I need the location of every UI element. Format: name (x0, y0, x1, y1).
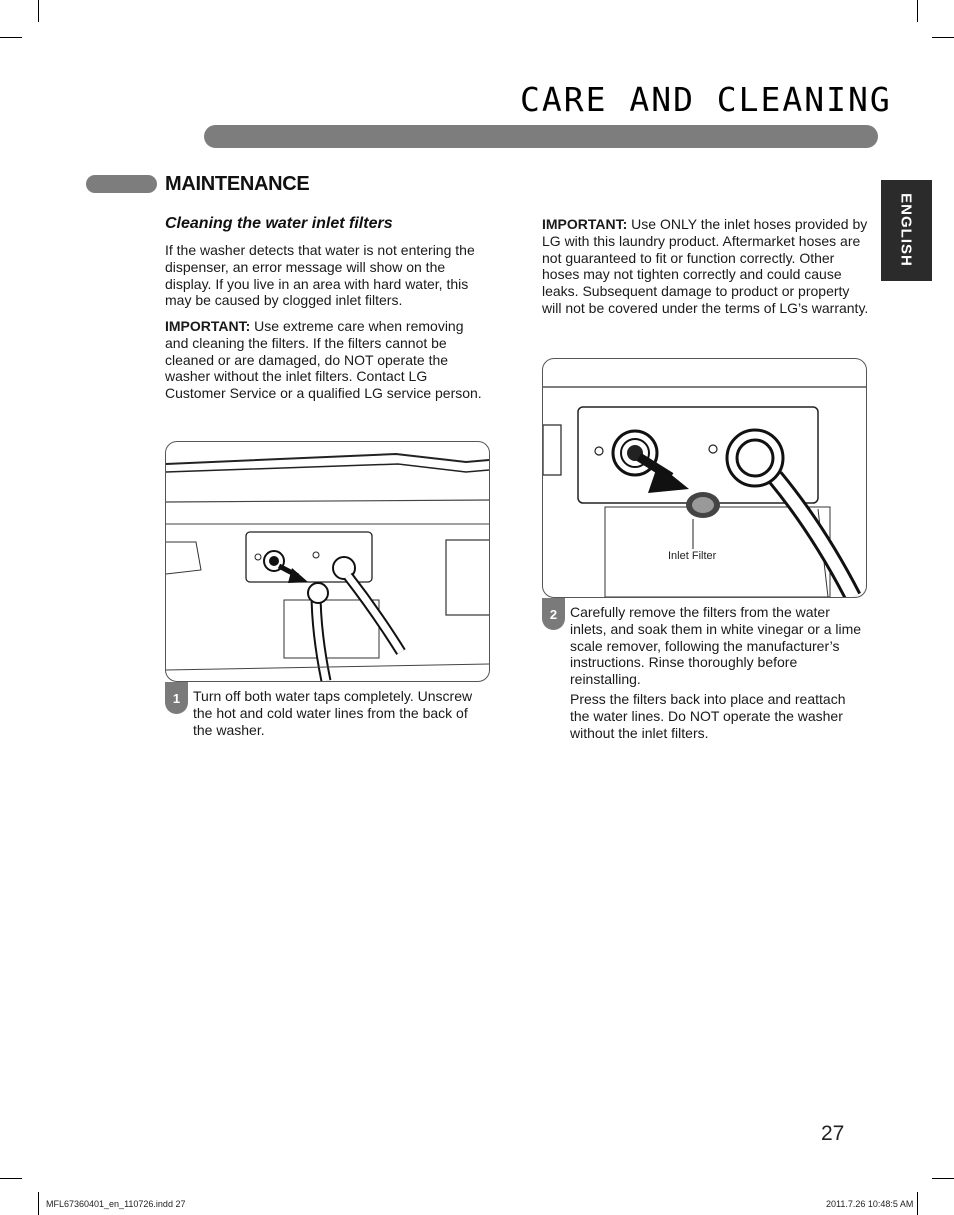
inlet-filter-callout: Inlet Filter (668, 550, 717, 562)
step-badge-2: 2 (542, 598, 565, 630)
important-text: Use extreme care when removing and cleaning the filters. If the filters cannot be cleaned or are damaged, do NOT operate the washer without the inlet filters. Contact LG Customer Service or a qualified LG service person. (165, 318, 482, 402)
crop-mark (932, 37, 954, 38)
step-2-text-continued: Press the filters back into place and reattach the water lines. Do NOT operate the washer without the inlet filters. (570, 691, 846, 741)
crop-mark (917, 0, 918, 22)
print-slug-right: 2011.7.26 10:48:5 AM (826, 1199, 914, 1209)
washer-back-illustration (166, 442, 489, 681)
important-note-left (165, 318, 490, 402)
important-text: Use ONLY the inlet hoses provided by LG with this laundry product. Aftermarket hoses are not guaranteed to fit or function correctly. Other hoses may not tighten correctly and could cause leaks. Subsequent damage to product or property will not be covered under the terms of LG’s warranty. (542, 216, 869, 316)
language-tab (881, 180, 932, 281)
step-1-text: Turn off both water taps completely. Unscrew the hot and cold water lines from the back of the washer. (193, 688, 473, 738)
crop-mark (932, 1178, 954, 1179)
figure-step-2 (542, 358, 867, 598)
crop-mark (38, 1192, 39, 1215)
page-number: 27 (821, 1122, 845, 1145)
subsection-heading: Cleaning the water inlet filters (165, 215, 393, 232)
important-label: IMPORTANT: (542, 216, 628, 232)
section-heading: MAINTENANCE (165, 173, 310, 195)
page-title: CARE AND CLEANING (520, 80, 892, 119)
important-note-right (542, 216, 870, 317)
title-bar (204, 125, 878, 148)
crop-mark (0, 37, 22, 38)
step-badge-1: 1 (165, 682, 188, 714)
important-label: IMPORTANT: (165, 318, 251, 334)
language-tab-label: ENGLISH (897, 193, 915, 267)
step-2-text: Carefully remove the filters from the water inlets, and soak them in white vinegar or a lime scale remover, following the manufacturer’s instructions. Rinse thoroughly before reinstalling. (570, 604, 862, 688)
intro-paragraph: If the washer detects that water is not entering the dispenser, an error message will show on the display. If you live in an area with hard water, this may be caused by clogged inlet filters. (165, 242, 475, 309)
crop-mark (38, 0, 39, 22)
print-slug-left: MFL67360401_en_110726.indd 27 (46, 1199, 186, 1209)
crop-mark (917, 1192, 918, 1215)
figure-step-1 (165, 441, 490, 682)
crop-mark (0, 1178, 22, 1179)
section-marker (86, 175, 157, 193)
